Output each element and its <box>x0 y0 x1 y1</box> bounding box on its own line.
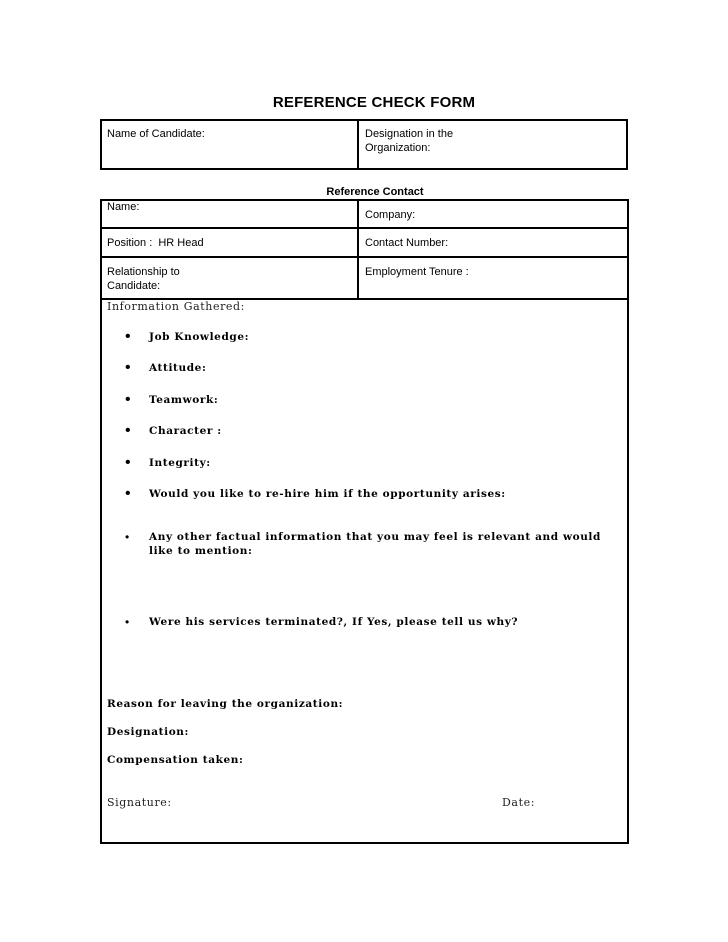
question-attitude: Attitude: <box>149 362 207 374</box>
list-item <box>125 424 619 438</box>
form-title: REFERENCE CHECK FORM <box>272 94 476 111</box>
bullet-icon: • <box>125 422 131 439</box>
compensation-label: Compensation taken: <box>107 754 244 766</box>
list-item <box>125 487 619 501</box>
bullet-icon: • <box>125 359 131 376</box>
bullet-icon: • <box>125 530 130 544</box>
designation-label: Designation: <box>107 726 190 738</box>
reason-for-leaving-label: Reason for leaving the organization: <box>107 698 344 710</box>
list-item <box>125 456 619 470</box>
question-job-knowledge: Job Knowledge: <box>149 331 250 343</box>
list-item <box>125 393 619 407</box>
question-rehire: Would you like to re-hire him if the opportunity arises: <box>149 488 506 500</box>
reference-contact-number-label: Contact Number: <box>365 237 449 249</box>
question-teamwork: Teamwork: <box>149 394 219 406</box>
relationship-line2: Candidate: <box>107 280 161 292</box>
reference-position-label: Position : HR Head <box>107 237 204 249</box>
question-integrity: Integrity: <box>149 457 211 469</box>
date-label: Date: <box>502 796 536 809</box>
relationship-line1: Relationship to <box>107 266 180 278</box>
reference-relationship-label <box>107 265 180 293</box>
contact-row-line-1 <box>100 227 629 229</box>
bullet-icon: • <box>125 328 131 345</box>
information-gathered-heading: Information Gathered: <box>107 300 245 313</box>
reference-tenure-label: Employment Tenure : <box>365 266 469 278</box>
list-item <box>125 615 619 629</box>
bullet-icon: • <box>125 454 131 471</box>
designation-label-line1: Designation in the <box>365 128 454 140</box>
list-item <box>125 530 619 558</box>
designation-label-line2: Organization: <box>365 142 431 154</box>
main-form-box <box>100 199 629 844</box>
contact-divider <box>357 199 359 300</box>
bullet-icon: • <box>125 485 131 502</box>
question-other-info: Any other factual information that you may feel is relevant and would like to mention: <box>149 531 601 557</box>
contact-row-line-2 <box>100 256 629 258</box>
reference-contact-heading: Reference Contact <box>326 186 424 198</box>
candidate-divider <box>357 119 359 170</box>
reference-company-label: Company: <box>365 209 416 221</box>
question-character: Character : <box>149 425 222 437</box>
reference-name-label: Name: <box>107 201 140 213</box>
candidate-designation-label <box>365 127 453 155</box>
list-item <box>125 361 619 375</box>
question-terminated: Were his services terminated?, If Yes, please tell us why? <box>149 616 519 628</box>
bullet-icon: • <box>125 615 130 629</box>
list-item <box>125 330 619 344</box>
candidate-name-label: Name of Candidate: <box>107 128 205 140</box>
bullet-icon: • <box>125 391 131 408</box>
signature-label: Signature: <box>107 796 172 809</box>
